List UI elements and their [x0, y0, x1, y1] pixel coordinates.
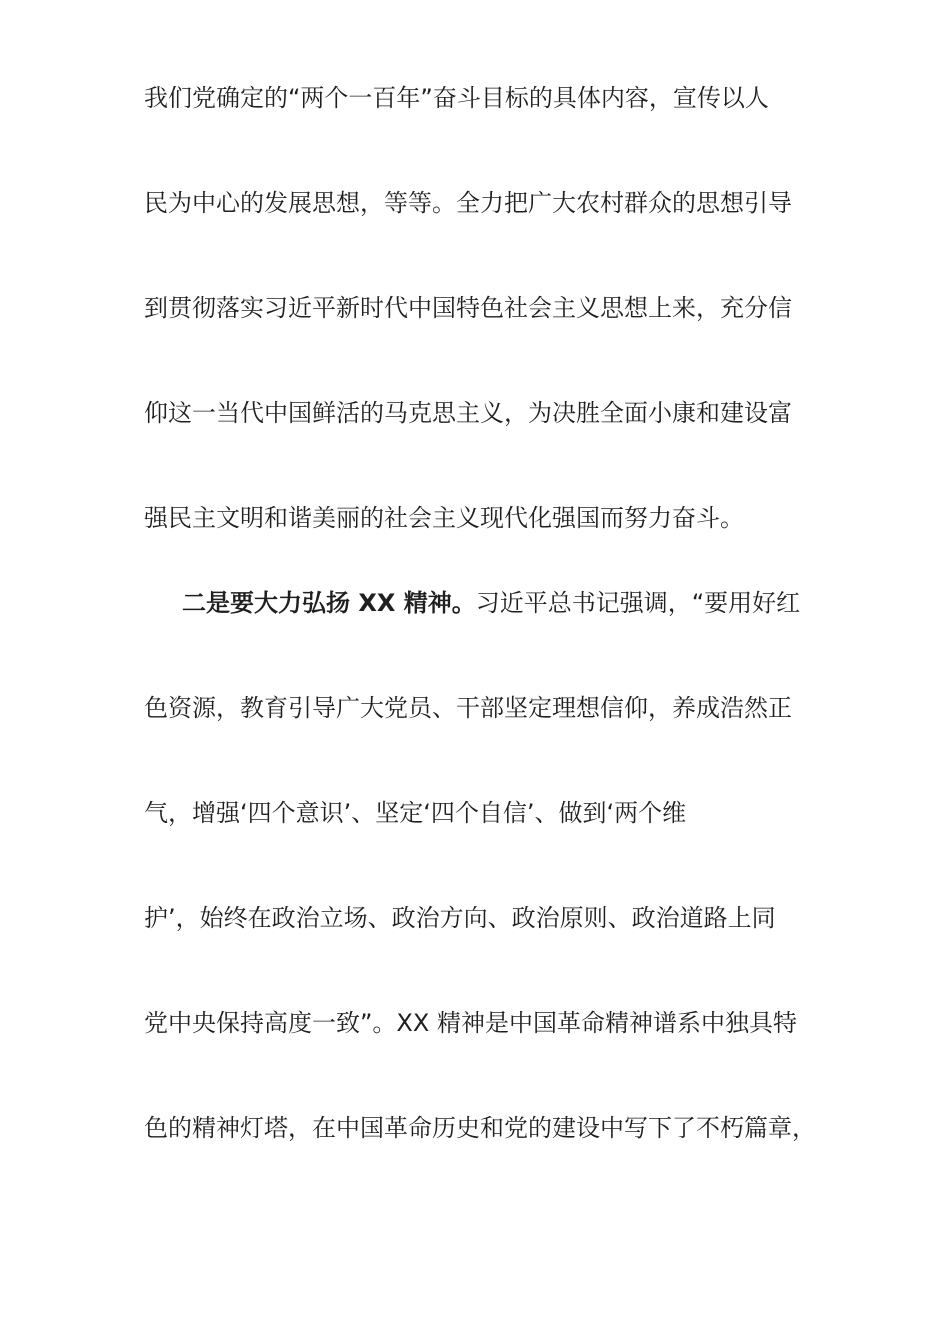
text-line: 强民主文明和谐美丽的社会主义现代化强国而努力奋斗。 — [144, 504, 744, 532]
text-line: 到贯彻落实习近平新时代中国特色社会主义思想上来，充分信 — [144, 294, 792, 322]
text-line: 党中央保持高度一致”。XX 精神是中国革命精神谱系中独具特 — [144, 1009, 797, 1037]
text-line: 护’，始终在政治立场、政治方向、政治原则、政治道路上同 — [144, 904, 776, 932]
text-line: 色的精神灯塔，在中国革命历史和党的建设中写下了不朽篇章， — [144, 1114, 816, 1142]
text-line: 色资源，教育引导广大党员、干部坚定理想信仰，养成浩然正 — [144, 694, 792, 722]
text-line: 民为中心的发展思想，等等。全力把广大农村群众的思想引导 — [144, 189, 792, 217]
text-line: 我们党确定的“两个一百年”奋斗目标的具体内容，宣传以人 — [144, 84, 769, 112]
paragraph-heading: 二是要大力弘扬 XX 精神。 — [182, 589, 476, 617]
text-line: 仰这一当代中国鲜活的马克思主义，为决胜全面小康和建设富 — [144, 399, 792, 427]
text-line: 气，增强‘四个意识’、坚定‘四个自信’、做到‘两个维 — [144, 799, 687, 827]
paragraph-first-line — [182, 587, 862, 619]
paragraph-text: 习近平总书记强调，“要用好红 — [475, 589, 801, 617]
